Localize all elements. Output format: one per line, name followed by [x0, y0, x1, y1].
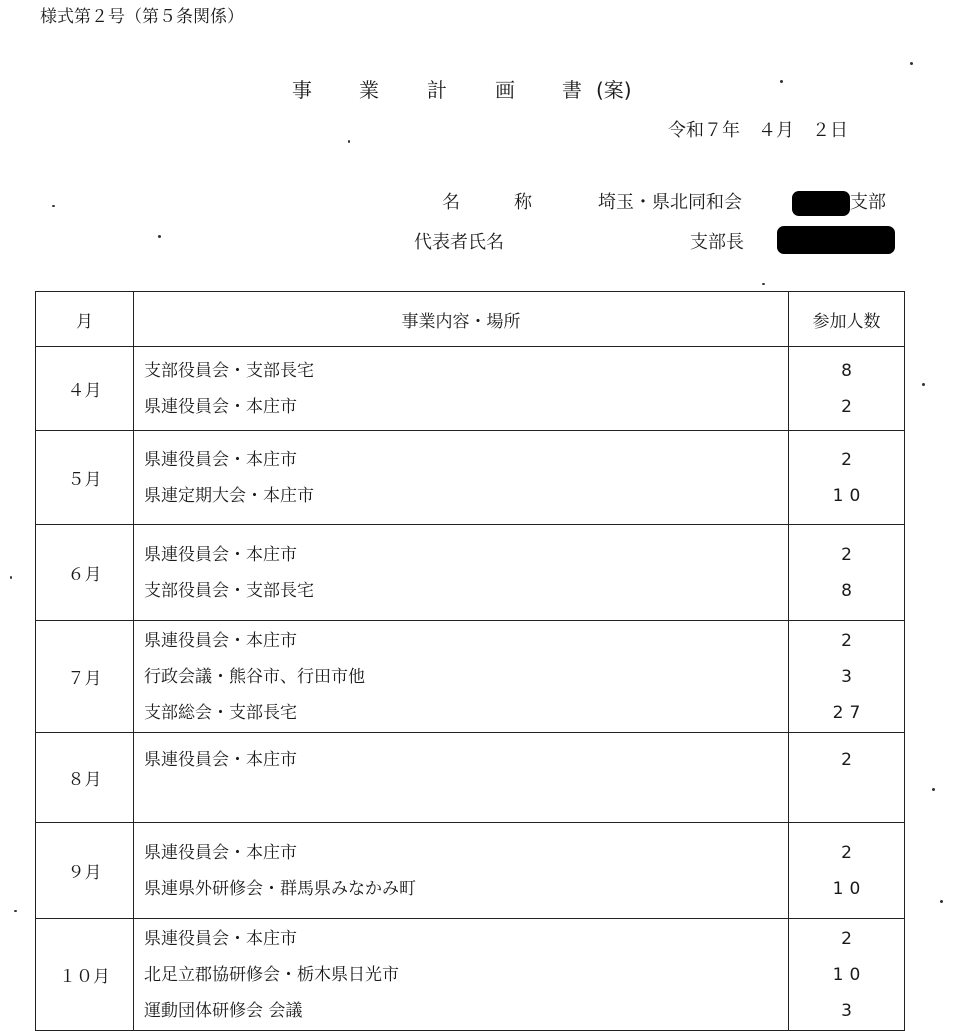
- content-line: 支部役員会・支部長宅: [144, 360, 314, 381]
- plan-table: [35, 291, 905, 1031]
- title-char: 事: [292, 78, 312, 102]
- name-label: 名 称: [442, 192, 532, 213]
- scan-speck: [780, 80, 783, 83]
- redacted-branch-name: [792, 191, 850, 216]
- content-cell: [134, 347, 789, 431]
- month-cell: ８月: [36, 733, 134, 823]
- content-line: [144, 778, 788, 814]
- scan-speck: [910, 62, 913, 65]
- count-cell: [789, 525, 905, 621]
- content-line: 県連県外研修会・群馬県みなかみ町: [144, 878, 416, 899]
- content-line: 行政会議・熊谷市、行田市他: [144, 666, 365, 687]
- representative-label: 代表者氏名: [414, 232, 504, 253]
- content-cell: [134, 431, 789, 525]
- month-cell: ６月: [36, 525, 134, 621]
- month-cell: ５月: [36, 431, 134, 525]
- count-value: 10: [832, 964, 867, 985]
- count-value: 3: [841, 1000, 858, 1021]
- name-value: 埼玉・県北同和会: [598, 192, 742, 213]
- count-value: 2: [841, 396, 858, 417]
- content-line: 県連役員会・本庄市: [144, 449, 297, 470]
- count-cell: [789, 347, 905, 431]
- content-line: 運動団体研修会 会議: [144, 1000, 303, 1021]
- count-value: 2: [841, 449, 858, 470]
- title-char: 書: [562, 78, 582, 102]
- scan-speck: [922, 383, 925, 386]
- scan-speck: [348, 140, 350, 143]
- count-value: 2: [841, 928, 858, 949]
- month-cell: １０月: [36, 919, 134, 1031]
- month-cell: ９月: [36, 823, 134, 919]
- count-value: 2: [841, 842, 858, 863]
- content-cell: [134, 621, 789, 733]
- count-value: 2: [841, 630, 858, 651]
- scan-speck: [940, 900, 943, 903]
- content-line: 支部総会・支部長宅: [144, 702, 297, 723]
- month-cell: ４月: [36, 347, 134, 431]
- representative-title: 支部長: [690, 232, 744, 253]
- count-value: 27: [832, 702, 867, 723]
- scan-speck: [762, 283, 765, 285]
- month-cell: ７月: [36, 621, 134, 733]
- title-char: 業: [359, 78, 379, 102]
- count-value: 2: [841, 749, 858, 770]
- table-header-row: [36, 292, 905, 347]
- count-value: 10: [832, 878, 867, 899]
- header-count: 参加人数: [789, 292, 905, 347]
- content-line: 県連役員会・本庄市: [144, 749, 297, 770]
- content-line: 支部役員会・支部長宅: [144, 580, 314, 601]
- count-value: 10: [832, 485, 867, 506]
- content-line: 県連役員会・本庄市: [144, 842, 297, 863]
- table-row: [36, 919, 905, 1031]
- content-line: 県連役員会・本庄市: [144, 928, 297, 949]
- count-cell: [789, 919, 905, 1031]
- count-cell: [789, 823, 905, 919]
- count-value: [789, 778, 904, 814]
- scan-speck: [10, 576, 12, 579]
- name-suffix: 支部: [850, 192, 886, 213]
- content-line: 県連役員会・本庄市: [144, 396, 297, 417]
- table-row: [36, 823, 905, 919]
- content-line: 県連役員会・本庄市: [144, 544, 297, 565]
- header-content: 事業内容・場所: [134, 292, 789, 347]
- scan-speck: [932, 788, 935, 791]
- scan-speck: [14, 910, 17, 912]
- table-row: [36, 431, 905, 525]
- content-cell: [134, 733, 789, 823]
- count-cell: [789, 621, 905, 733]
- count-value: 8: [841, 580, 858, 601]
- table-row: [36, 621, 905, 733]
- content-cell: [134, 919, 789, 1031]
- scan-speck: [158, 235, 161, 238]
- title-char: 計: [427, 78, 447, 102]
- count-value: 8: [841, 360, 858, 381]
- table-row: [36, 525, 905, 621]
- count-value: 3: [841, 666, 858, 687]
- content-cell: [134, 525, 789, 621]
- content-cell: [134, 823, 789, 919]
- form-number: 様式第２号（第５条関係）: [40, 7, 244, 27]
- table-row: [36, 733, 905, 823]
- header-month: 月: [36, 292, 134, 347]
- content-line: 県連定期大会・本庄市: [144, 485, 314, 506]
- content-line: 県連役員会・本庄市: [144, 630, 297, 651]
- scan-speck: [52, 205, 55, 207]
- table-row: [36, 347, 905, 431]
- content-line: 北足立郡協研修会・栃木県日光市: [144, 964, 399, 985]
- document-date: 令和７年 ４月 ２日: [668, 120, 848, 141]
- title-char: (案): [596, 78, 632, 102]
- count-value: 2: [841, 544, 858, 565]
- title-char: 画: [495, 78, 515, 102]
- count-cell: [789, 431, 905, 525]
- count-cell: [789, 733, 905, 823]
- redacted-representative-name: [777, 226, 895, 254]
